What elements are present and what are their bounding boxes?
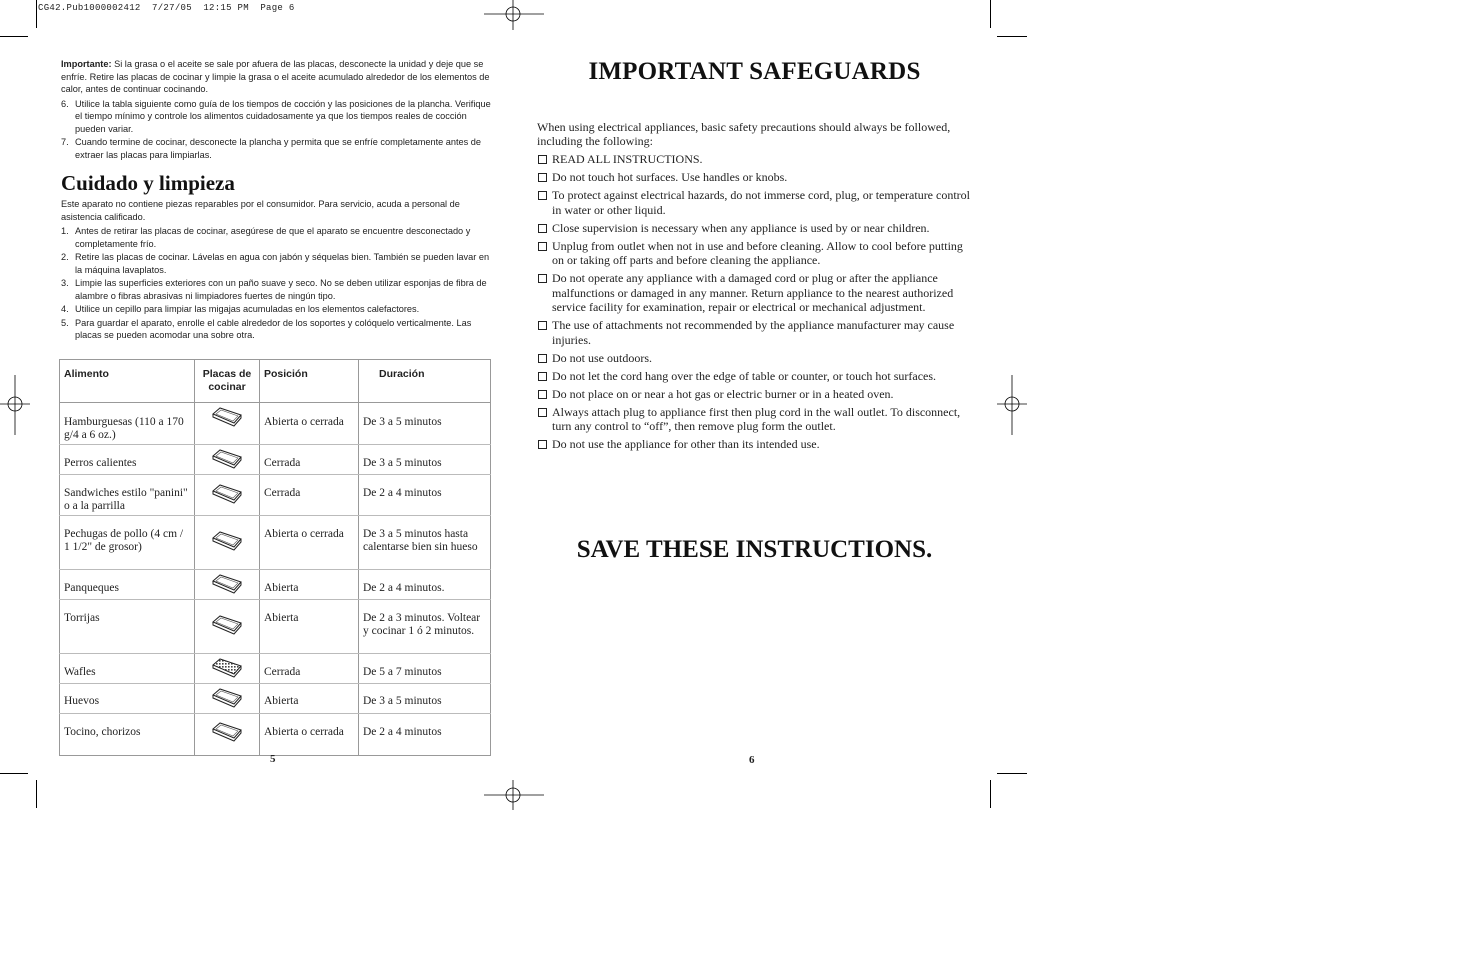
list-item bbox=[61, 136, 491, 161]
cell-position: Abierta bbox=[260, 570, 359, 600]
cell-plate bbox=[195, 600, 260, 654]
header-position: Posición bbox=[260, 360, 359, 403]
list-item bbox=[537, 271, 972, 315]
crop-mark bbox=[36, 0, 37, 28]
cell-duration: De 2 a 4 minutos bbox=[359, 714, 491, 756]
cell-position: Cerrada bbox=[260, 445, 359, 475]
important-text: Si la grasa o el aceite se sale por afuera de las placas, desconecte la unidad y deje que se enfríe. Retire las placas de cocinar y limpie la grasa o el aceite acumulado alrededor de los elementos de calor, antes de continuar cocinando. bbox=[61, 59, 490, 94]
checkbox-bullet-icon bbox=[538, 440, 547, 449]
care-intro: Este aparato no contiene piezas reparables por el consumidor. Para servicio, acuda a personal de asistencia calificado. bbox=[61, 199, 460, 222]
cell-position: Abierta bbox=[260, 684, 359, 714]
step-number: 6. bbox=[61, 98, 69, 109]
left-page-text bbox=[61, 58, 491, 343]
list-item bbox=[537, 437, 972, 452]
list-item bbox=[537, 170, 972, 185]
table-row bbox=[60, 445, 491, 475]
checkbox-bullet-icon bbox=[538, 224, 547, 233]
cell-position: Abierta o cerrada bbox=[260, 403, 359, 445]
cell-duration: De 2 a 3 minutos. Voltear y cocinar 1 ó 2 minutos. bbox=[359, 600, 491, 654]
important-label: Importante: bbox=[61, 59, 112, 69]
checkbox-bullet-icon bbox=[538, 173, 547, 182]
cell-food: Pechugas de pollo (4 cm / 1 1/2" de grosor) bbox=[60, 516, 195, 570]
step-number: 4. bbox=[61, 304, 69, 314]
list-item bbox=[537, 369, 972, 384]
checkbox-bullet-icon bbox=[538, 408, 547, 417]
flat-plate-icon bbox=[210, 614, 244, 636]
registration-mark-icon bbox=[484, 780, 544, 810]
list-item bbox=[61, 277, 491, 302]
safeguard-text: To protect against electrical hazards, do not immerse cord, plug, or temperature control in water or other liquid. bbox=[552, 188, 971, 217]
crop-mark bbox=[36, 780, 37, 808]
flat-plate-icon bbox=[210, 573, 244, 595]
header-plates: Placas de cocinar bbox=[195, 360, 260, 403]
crop-mark bbox=[0, 36, 28, 37]
cell-position: Cerrada bbox=[260, 654, 359, 684]
cell-food: Torrijas bbox=[60, 600, 195, 654]
cell-food: Perros calientes bbox=[60, 445, 195, 475]
save-instructions-heading: SAVE THESE INSTRUCTIONS. bbox=[576, 536, 933, 563]
cell-food: Wafles bbox=[60, 654, 195, 684]
cell-duration: De 5 a 7 minutos bbox=[359, 654, 491, 684]
safeguard-text: Do not use outdoors. bbox=[552, 350, 652, 365]
table-row bbox=[60, 403, 491, 445]
safeguards-intro: When using electrical appliances, basic safety precautions should always be followed, including the following: bbox=[537, 120, 951, 148]
cooking-table bbox=[59, 359, 491, 756]
care-steps bbox=[61, 225, 491, 342]
cell-position: Abierta o cerrada bbox=[260, 516, 359, 570]
step-text: Para guardar el aparato, enrolle el cable alrededor de los soportes y colóquelo verticalmente. Las placas se pueden acomodar una sobre otra. bbox=[75, 317, 472, 340]
care-heading: Cuidado y limpieza bbox=[61, 171, 235, 195]
safeguard-text: Do not place on or near a hot gas or electric burner or in a heated oven. bbox=[552, 386, 894, 401]
cell-plate bbox=[195, 654, 260, 684]
flat-plate-icon bbox=[210, 721, 244, 743]
cell-plate bbox=[195, 475, 260, 516]
safeguard-text: The use of attachments not recommended by the appliance manufacturer may cause injuries. bbox=[552, 318, 955, 347]
crop-mark bbox=[990, 0, 991, 28]
table-row bbox=[60, 684, 491, 714]
step-number: 5. bbox=[61, 317, 69, 328]
registration-mark-icon bbox=[997, 375, 1027, 435]
step-text: Retire las placas de cocinar. Lávelas en agua con jabón y séquelas bien. También se pueden lavar en la máquina lavaplatos. bbox=[75, 252, 490, 275]
cell-food: Tocino, chorizos bbox=[60, 714, 195, 756]
safeguard-text: Do not use the appliance for other than its intended use. bbox=[552, 437, 820, 451]
cell-duration: De 2 a 4 minutos bbox=[359, 475, 491, 516]
checkbox-bullet-icon bbox=[538, 321, 547, 330]
registration-mark-icon bbox=[484, 0, 544, 30]
cell-plate bbox=[195, 445, 260, 475]
cell-food: Hamburguesas (110 a 170 g/4 a 6 oz.) bbox=[60, 403, 195, 445]
safeguard-text: Do not touch hot surfaces. Use handles or knobs. bbox=[552, 170, 788, 184]
step-text: Antes de retirar las placas de cocinar, asegúrese de que el aparato se encuentre desconectado y completamente frío. bbox=[75, 226, 471, 249]
cell-plate bbox=[195, 516, 260, 570]
cell-food: Sandwiches estilo "panini" o a la parrilla bbox=[60, 475, 195, 516]
safeguard-text: READ ALL INSTRUCTIONS. bbox=[552, 152, 703, 166]
list-item bbox=[537, 152, 972, 167]
list-item bbox=[61, 225, 491, 250]
list-item bbox=[61, 251, 491, 276]
page-number-right: 6 bbox=[749, 754, 755, 766]
cell-food: Panqueques bbox=[60, 570, 195, 600]
crop-mark bbox=[990, 780, 991, 808]
cell-position: Cerrada bbox=[260, 475, 359, 516]
list-item bbox=[537, 405, 972, 434]
important-note bbox=[61, 58, 491, 96]
cell-duration: De 2 a 4 minutos. bbox=[359, 570, 491, 600]
cell-plate bbox=[195, 403, 260, 445]
cell-duration: De 3 a 5 minutos bbox=[359, 684, 491, 714]
checkbox-bullet-icon bbox=[538, 155, 547, 164]
list-item bbox=[537, 387, 972, 402]
safeguard-text: Always attach plug to appliance first then plug cord in the wall outlet. To disconnect, turn any control to “off”, then remove plug form the outlet. bbox=[552, 404, 961, 433]
table-row bbox=[60, 654, 491, 684]
cell-plate bbox=[195, 714, 260, 756]
checkbox-bullet-icon bbox=[538, 372, 547, 381]
checkbox-bullet-icon bbox=[538, 274, 547, 283]
list-item bbox=[61, 98, 491, 136]
registration-mark-icon bbox=[0, 375, 30, 435]
header-food: Alimento bbox=[60, 360, 195, 403]
cell-food: Huevos bbox=[60, 684, 195, 714]
flat-plate-icon bbox=[210, 687, 244, 709]
safeguards-list bbox=[537, 152, 972, 452]
table-header-row bbox=[60, 360, 491, 403]
list-item bbox=[537, 318, 972, 347]
flat-plate-icon bbox=[210, 483, 244, 505]
cell-duration: De 3 a 5 minutos bbox=[359, 403, 491, 445]
usage-steps bbox=[61, 98, 491, 162]
flat-plate-icon bbox=[210, 448, 244, 470]
print-slug: CG42.Pub1000002412 7/27/05 12:15 PM Page 6 bbox=[38, 3, 295, 13]
cell-duration: De 3 a 5 minutos bbox=[359, 445, 491, 475]
cell-position: Abierta o cerrada bbox=[260, 714, 359, 756]
waffle-plate-icon bbox=[210, 657, 244, 679]
safeguards-title: IMPORTANT SAFEGUARDS bbox=[588, 58, 921, 85]
step-text: Cuando termine de cocinar, desconecte la plancha y permita que se enfríe completamente antes de extraer las placas para limpiarlas. bbox=[75, 137, 482, 160]
safeguard-text: Close supervision is necessary when any appliance is used by or near children. bbox=[552, 220, 930, 235]
cell-position: Abierta bbox=[260, 600, 359, 654]
crop-mark bbox=[997, 773, 1027, 774]
safeguard-text: Do not operate any appliance with a damaged cord or plug or after the appliance malfunctions or damaged in any manner. Return appliance to the nearest authorized service facility for examination, repair or electrical or mechanical adjustment. bbox=[552, 271, 954, 314]
header-duration: Duración bbox=[359, 360, 491, 403]
list-item bbox=[537, 239, 972, 268]
table-row bbox=[60, 570, 491, 600]
list-item bbox=[537, 221, 972, 236]
crop-mark bbox=[997, 36, 1027, 37]
step-number: 2. bbox=[61, 252, 69, 262]
cell-plate bbox=[195, 570, 260, 600]
step-text: Utilice la tabla siguiente como guía de los tiempos de cocción y las posiciones de la plancha. Verifique el tiempo mínimo y controle los alimentos cuidadosamente ya que los tiempos reales de cocción pueden variar. bbox=[75, 98, 491, 134]
cell-plate bbox=[195, 684, 260, 714]
flat-plate-icon bbox=[210, 406, 244, 428]
checkbox-bullet-icon bbox=[538, 242, 547, 251]
step-number: 1. bbox=[61, 226, 69, 236]
checkbox-bullet-icon bbox=[538, 191, 547, 200]
step-number: 3. bbox=[61, 278, 69, 288]
table-row bbox=[60, 600, 491, 654]
list-item bbox=[61, 303, 491, 316]
safeguard-text: Do not let the cord hang over the edge of table or counter, or touch hot surfaces. bbox=[552, 368, 937, 383]
list-item bbox=[537, 351, 972, 366]
step-number: 7. bbox=[61, 137, 69, 147]
cell-duration: De 3 a 5 minutos hasta calentarse bien sin hueso bbox=[359, 516, 491, 570]
page-number-left: 5 bbox=[270, 753, 276, 765]
table-row bbox=[60, 714, 491, 756]
table-row bbox=[60, 475, 491, 516]
step-text: Utilice un cepillo para limpiar las migajas acumuladas en los elementos calefactores. bbox=[75, 304, 420, 314]
checkbox-bullet-icon bbox=[538, 354, 547, 363]
step-text: Limpie las superficies exteriores con un paño suave y seco. No se deben utilizar esponjas de fibra de alambre o fibras abrasivas ni limpiadores fuertes de ningún tipo. bbox=[75, 278, 487, 301]
safeguard-text: Unplug from outlet when not in use and before cleaning. Allow to cool before putting on or taking off parts and before cleaning the appliance. bbox=[552, 238, 963, 267]
crop-mark bbox=[0, 773, 28, 774]
right-page-text bbox=[537, 58, 972, 455]
list-item bbox=[61, 317, 491, 342]
flat-plate-icon bbox=[210, 530, 244, 552]
list-item bbox=[537, 188, 972, 217]
table-row bbox=[60, 516, 491, 570]
checkbox-bullet-icon bbox=[538, 390, 547, 399]
